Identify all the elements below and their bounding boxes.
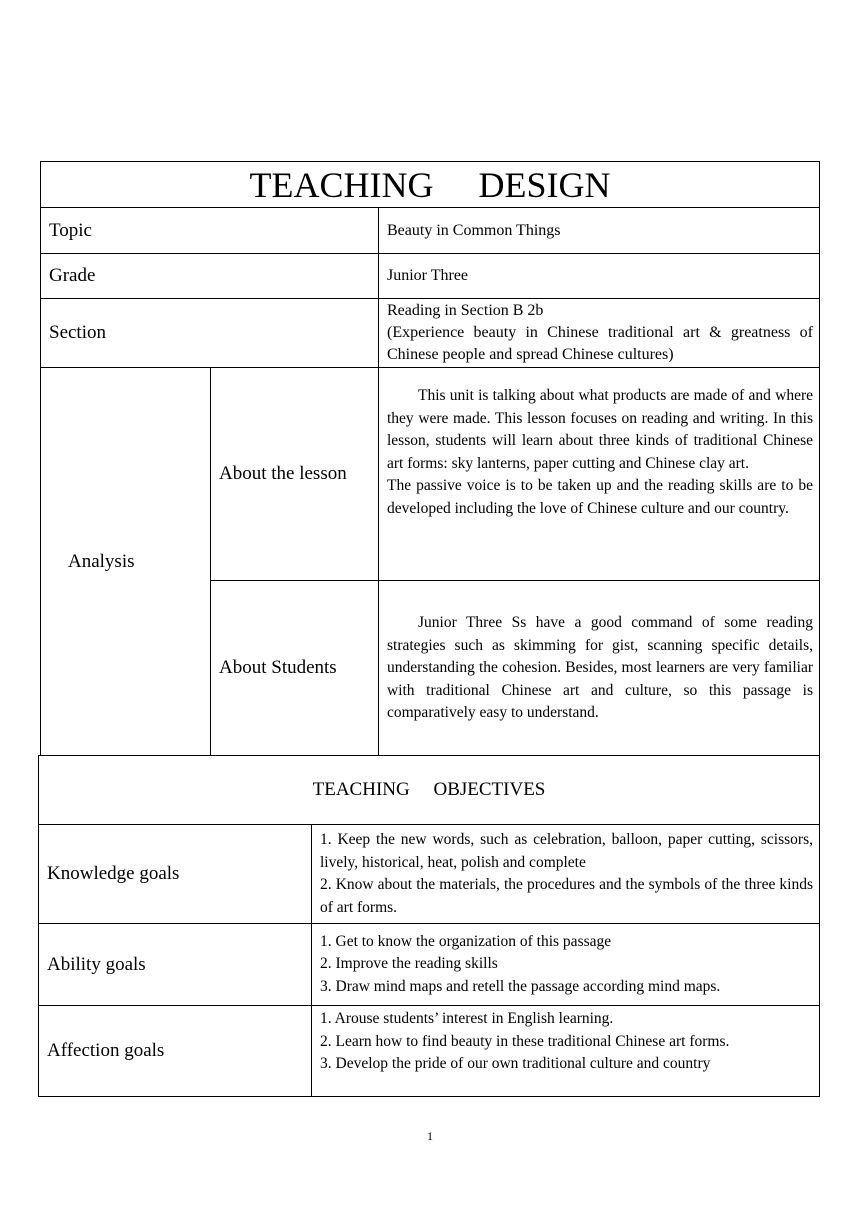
knowledge-item-2: 2. Know about the materials, the procedures and the symbols of the three kinds of art forms. <box>320 876 813 916</box>
ability-item-3: 3. Draw mind maps and retell the passage according mind maps. <box>320 977 721 995</box>
students-paragraph-1: Junior Three Ss have a good command of some reading strategies such as skimming for gist, scanning specific details, understanding the cohesion. Besides, most learners are very familiar with traditional Chinese art and culture, so this passage is comparatively easy to understand. <box>387 614 813 721</box>
affection-item-2: 2. Learn how to find beauty in these traditional Chinese art forms. <box>320 1032 730 1050</box>
affection-goals-label: Affection goals <box>47 1040 165 1061</box>
about-students-content <box>379 581 819 755</box>
section-label: Section <box>49 322 106 343</box>
ability-item-1: 1. Get to know the organization of this passage <box>320 932 612 950</box>
ability-goals-label: Ability goals <box>47 953 146 975</box>
topic-label: Topic <box>49 219 92 241</box>
about-lesson-label: About the lesson <box>219 463 347 484</box>
page-title: TEACHING DESIGN <box>249 164 611 205</box>
about-students-label: About Students <box>219 657 337 678</box>
grade-value: Junior Three <box>387 267 469 284</box>
section-value <box>379 299 819 367</box>
analysis-label: Analysis <box>68 550 135 572</box>
section-line-1: Reading in Section B 2b <box>387 302 544 319</box>
lesson-paragraph-2: The passive voice is to be taken up and the reading skills are to be developed including the love of Chinese culture and our country. <box>387 477 813 517</box>
about-lesson-content <box>379 368 819 580</box>
grade-label: Grade <box>49 265 96 286</box>
knowledge-item-1: 1. Keep the new words, such as celebration, balloon, paper cutting, scissors, lively, historical, heat, polish and complete <box>320 831 813 871</box>
knowledge-goals-label: Knowledge goals <box>47 863 180 884</box>
topic-value: Beauty in Common Things <box>387 221 561 239</box>
ability-item-2: 2. Improve the reading skills <box>320 955 498 973</box>
objectives-title-cell <box>39 756 819 824</box>
section-line-2: (Experience beauty in Chinese traditional art & greatness of Chinese people and spread Chinese cultures) <box>387 324 813 363</box>
affection-item-3: 3. Develop the pride of our own traditional culture and country <box>320 1055 711 1072</box>
ability-goals-content <box>312 924 819 1005</box>
objectives-title: TEACHING OBJECTIVES <box>312 779 546 800</box>
affection-item-1: 1. Arouse students’ interest in English learning. <box>320 1010 614 1027</box>
knowledge-goals-content <box>312 825 819 923</box>
title-cell <box>41 162 819 207</box>
page-number: 1 <box>427 1129 433 1143</box>
affection-goals-content <box>312 1006 819 1096</box>
lesson-paragraph-1: This unit is talking about what products are made of and where they were made. This lesson focuses on reading and writing. In this lesson, students will learn about three kinds of traditional Chinese art forms: sky lanterns, paper cutting and Chinese clay art. <box>387 387 813 472</box>
